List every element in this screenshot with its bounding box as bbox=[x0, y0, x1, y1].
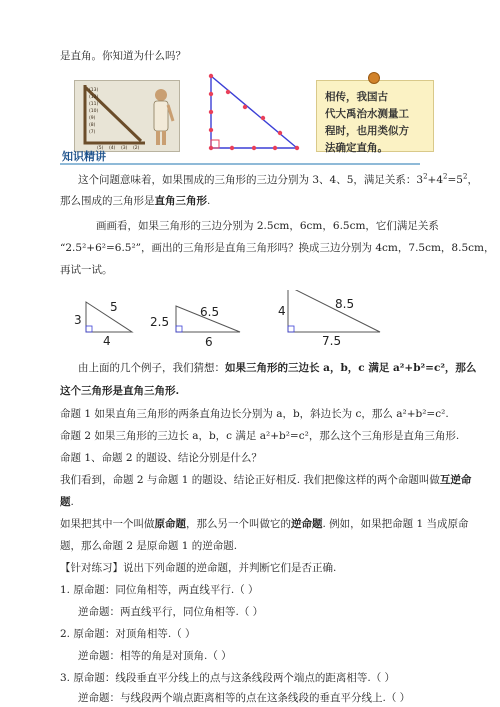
tri1-left-label: 3 bbox=[74, 313, 82, 327]
section-title: 知识精讲 bbox=[62, 150, 106, 163]
definition-line-2: 题，那么命题 2 是原命题 1 的逆命题. bbox=[60, 540, 238, 552]
svg-text:(12): (12) bbox=[89, 95, 99, 100]
tri1-hyp-label: 5 bbox=[110, 300, 118, 314]
intro-text: 是直角。你知道为什么吗？ bbox=[60, 50, 186, 62]
observation-line-1: 我们看到，命题 2 与命题 1 的题设、结论正好相反. 我们把像这样的两个命题叫做互逆命 bbox=[60, 474, 472, 486]
note-line-4: 法确定直角。 bbox=[325, 142, 388, 154]
conjecture-line-2: 这个三角形是直角三角形. bbox=[60, 385, 180, 397]
tri3-base-label: 7.5 bbox=[322, 334, 342, 348]
tri3-left-label: 4 bbox=[278, 304, 286, 318]
conjecture-line-1: 由上面的几个例子，我们猜想：如果三角形的三边长 a，b，c 满足 a²+b²=c²，那么 bbox=[78, 362, 477, 374]
svg-text:(7): (7) bbox=[89, 130, 96, 135]
paragraph-2-line-2: “2.5²+6²=6.5²”，画出的三角形是直角三角形吗？换成三边分别为 4cm，7.5cm，8.5cm， bbox=[60, 242, 495, 254]
note-line-2: 代大禹治水测量工 bbox=[325, 108, 409, 120]
practice-title: 【针对练习】说出下列命题的逆命题，并判断它们是否正确. bbox=[60, 562, 337, 574]
practice-item-2: 2. 原命题：对顶角相等.（ ） bbox=[60, 628, 196, 640]
paragraph-1-line-1: 这个问题意味着，如果围成的三角形的三边分别为 3、4、5，满足关系：$3^2+4^2=5^2$， bbox=[78, 172, 478, 186]
note-line-3: 程时，也用类似方 bbox=[325, 125, 409, 137]
paragraph-2-line-3: 再试一试。 bbox=[60, 264, 113, 276]
svg-text:(13): (13) bbox=[89, 88, 99, 93]
triangle-1 bbox=[86, 302, 132, 332]
legend-note bbox=[316, 80, 434, 152]
definition-line-1: 如果把其中一个叫做原命题，那么另一个叫做它的逆命题. 例如，如果把命题 1 当成原命 bbox=[60, 518, 469, 530]
paragraph-2-line-1: 画画看，如果三角形的三边分别为 2.5cm，6cm，6.5cm，它们满足关系 bbox=[96, 220, 439, 232]
question-text: 命题 1、命题 2 的题设、结论分别是什么？ bbox=[60, 452, 262, 464]
svg-text:(10): (10) bbox=[89, 109, 99, 114]
pushpin-icon bbox=[368, 72, 380, 84]
svg-text:(8): (8) bbox=[89, 123, 96, 128]
proposition-1: 命题 1 如果直角三角形的两条直角边长分别为 a，b，斜边长为 c，那么 a²+b²=c². bbox=[60, 408, 449, 420]
triangle-examples bbox=[70, 290, 410, 352]
observation-line-2: 题. bbox=[60, 496, 74, 508]
svg-text:(2): (2) bbox=[133, 146, 140, 151]
svg-text:(5): (5) bbox=[97, 146, 104, 151]
tri3-hyp-label: 8.5 bbox=[335, 297, 355, 311]
dotted-right-triangle bbox=[205, 72, 305, 154]
tri2-hyp-label: 6.5 bbox=[200, 305, 220, 319]
svg-text:(3): (3) bbox=[121, 146, 128, 151]
tri1-base-label: 4 bbox=[103, 334, 111, 348]
practice-item-1-converse: 逆命题：两直线平行，同位角相等.（ ） bbox=[78, 606, 264, 618]
paragraph-1-line-2: 那么围成的三角形是直角三角形. bbox=[60, 195, 211, 207]
svg-text:(11): (11) bbox=[89, 102, 99, 107]
svg-text:(9): (9) bbox=[89, 116, 96, 121]
section-divider bbox=[60, 163, 420, 165]
practice-item-1: 1. 原命题：同位角相等，两直线平行.（ ） bbox=[60, 584, 259, 596]
svg-text:(4): (4) bbox=[109, 146, 116, 151]
practice-item-2-converse: 逆命题：相等的角是对顶角.（ ） bbox=[78, 650, 232, 662]
triangle-3 bbox=[288, 290, 380, 332]
proposition-2: 命题 2 如果三角形的三边长 a，b，c 满足 a²+b²=c²，那么这个三角形是直角三角形. bbox=[60, 430, 460, 442]
note-line-1: 相传，我国古 bbox=[325, 91, 388, 103]
practice-item-3: 3. 原命题：线段垂直平分线上的点与这条线段两个端点的距离相等.（ ） bbox=[60, 672, 396, 684]
practice-item-3-converse: 逆命题：与线段两个端点距离相等的点在这条线段的垂直平分线上.（ ） bbox=[78, 692, 411, 704]
ancient-measure-illustration bbox=[74, 80, 180, 152]
tri2-base-label: 6 bbox=[205, 335, 213, 349]
tri2-left-label: 2.5 bbox=[150, 315, 170, 329]
